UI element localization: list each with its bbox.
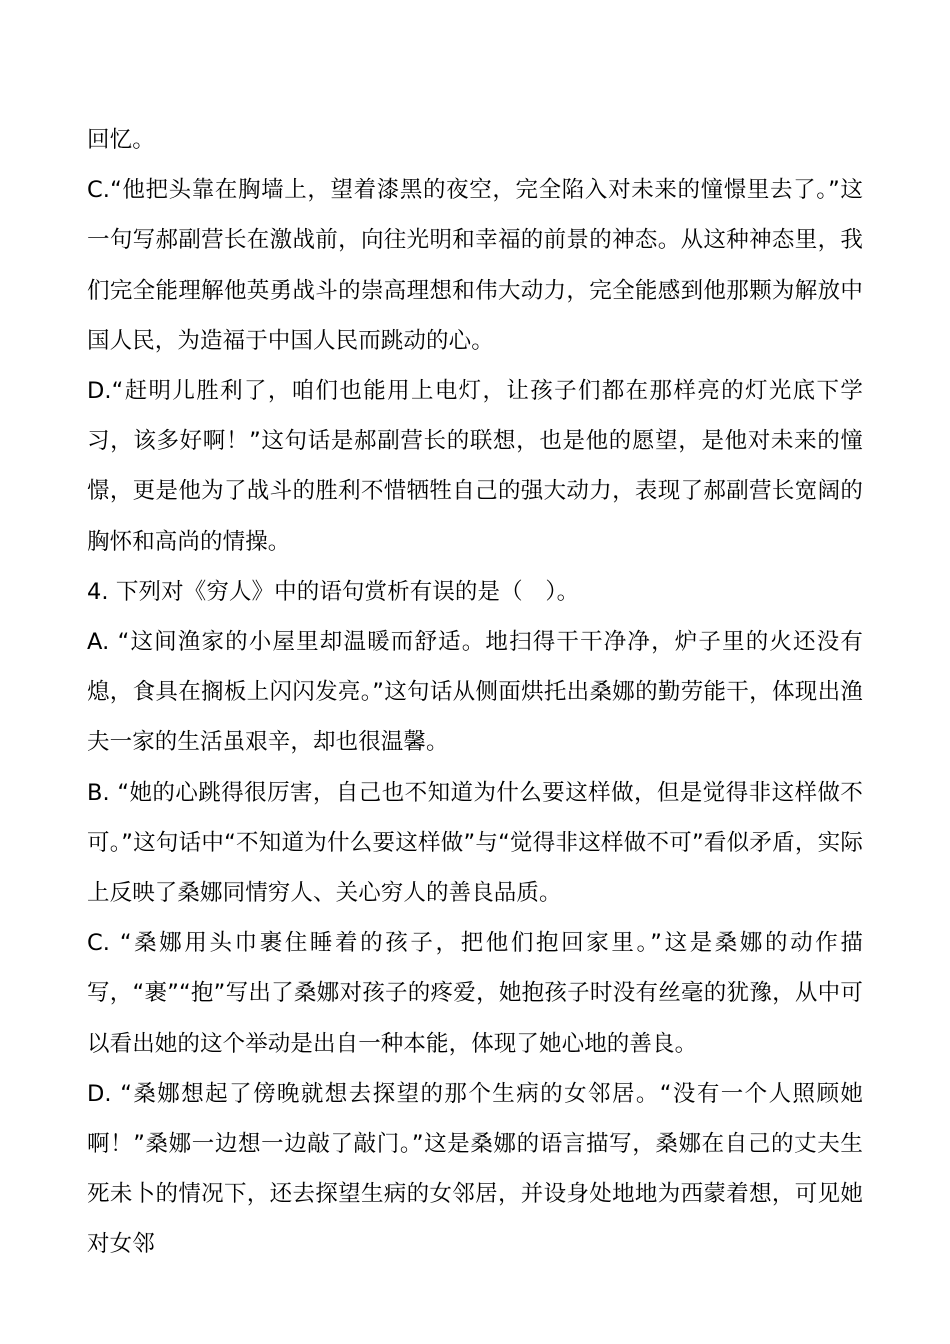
question-4-option-c: C. “桑娜用头巾裹住睡着的孩子，把他们抱回家里。”这是桑娜的动作描写，“裹”“抱”写出了桑娜对孩子的疼爱，她抱孩子时没有丝毫的犹豫，从中可以看出她的这个举动是出自一种本能，体现了她心地的善良。 <box>87 930 863 1057</box>
paragraph-continuation: 回忆。 <box>87 127 155 153</box>
document-page <box>87 115 863 1270</box>
question-4-option-b: B. “她的心跳得很厉害，自己也不知道为什么要这样做，但是觉得非这样做不可。”这句话中“不知道为什么要这样做”与“觉得非这样做不可”看似矛盾，实际上反映了桑娜同情穷人、关心穷人的善良品质。 <box>87 779 863 907</box>
option-d-previous-question: D.“赶明儿胜利了，咱们也能用上电灯，让孩子们都在那样亮的灯光底下学习，该多好啊！”这句话是郝副营长的联想，也是他的愿望，是他对未来的憧憬，更是他为了战斗的胜利不惜牺牲自己的强大动力，表现了郝副营长宽阔的胸怀和高尚的情操。 <box>87 378 863 555</box>
question-4-option-d: D. “桑娜想起了傍晚就想去探望的那个生病的女邻居。“没有一个人照顾她啊！”桑娜一边想一边敲了敲门。”这是桑娜的语言描写，桑娜在自己的丈夫生死未卜的情况下，还去探望生病的女邻居，并设身处地地为西蒙着想，可见她对女邻 <box>87 1080 863 1258</box>
question-4-stem: 4. 下列对《穷人》中的语句赏析有误的是（ ）。 <box>87 578 580 605</box>
question-4-option-a: A. “这间渔家的小屋里却温暖而舒适。地扫得干干净净，炉子里的火还没有熄，食具在搁板上闪闪发亮。”这句话从侧面烘托出桑娜的勤劳能干，体现出渔夫一家的生活虽艰辛，却也很温馨。 <box>87 629 863 756</box>
option-c-previous-question: C.“他把头靠在胸墙上，望着漆黑的夜空，完全陷入对未来的憧憬里去了。”这一句写郝副营长在激战前，向往光明和幸福的前景的神态。从这种神态里，我们完全能理解他英勇战斗的崇高理想和伟大动力，完全能感到他那颗为解放中国人民，为造福于中国人民而跳动的心。 <box>87 177 863 354</box>
